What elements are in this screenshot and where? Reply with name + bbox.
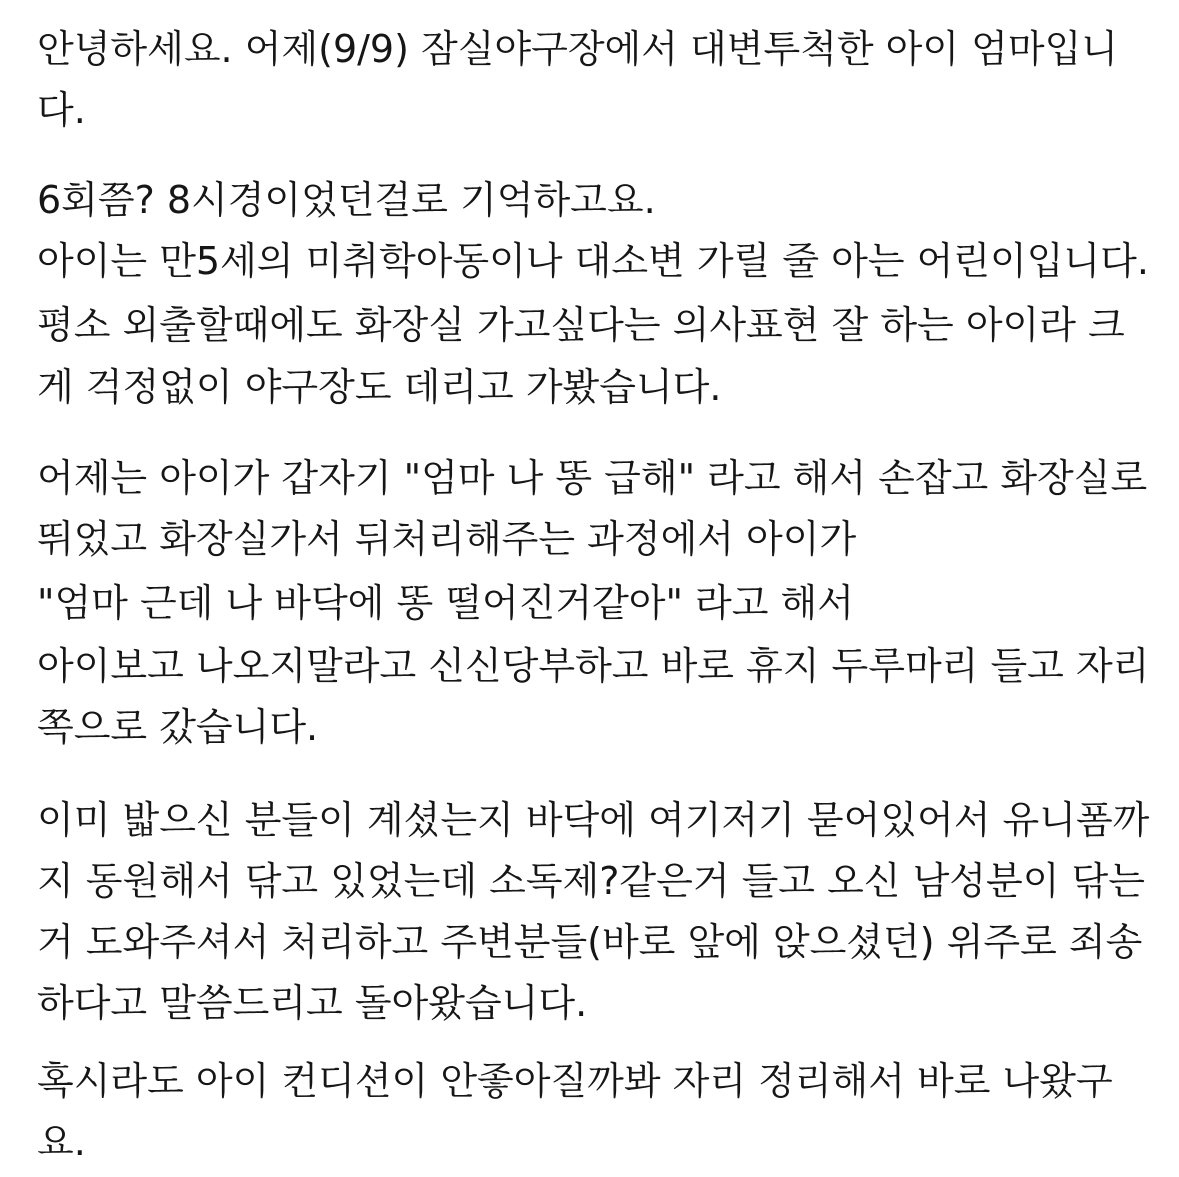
post-text-line: 이미 밟으신 분들이 계셨는지 바닥에 여기저기 묻어있어서 유니폼까	[37, 798, 1150, 842]
post-text-line: 어제는 아이가 갑자기 "엄마 나 똥 급해" 라고 해서 손잡고 화장실로	[37, 456, 1148, 500]
post-text-line: 지 동원해서 닦고 있었는데 소독제?같은거 들고 오신 남성분이 닦는	[37, 859, 1145, 903]
post-text-line: 아이는 만5세의 미취학아동이나 대소변 가릴 줄 아는 어린이입니다.	[37, 239, 1149, 283]
post-text-line: 안녕하세요. 어제(9/9) 잠실야구장에서 대변투척한 아이 엄마입니	[37, 27, 1118, 71]
post-text-line: 요.	[37, 1120, 86, 1164]
post-text-line: "엄마 근데 나 바닥에 똥 떨어진거같아" 라고 해서	[37, 581, 854, 625]
post-text-line: 평소 외출할때에도 화장실 가고싶다는 의사표현 잘 하는 아이라 크	[37, 303, 1125, 347]
post-text-line: 혹시라도 아이 컨디션이 안좋아질까봐 자리 정리해서 바로 나왔구	[37, 1059, 1113, 1103]
post-text-line: 하다고 말씀드리고 돌아왔습니다.	[37, 981, 588, 1025]
post-text-line: 뛰었고 화장실가서 뒤처리해주는 과정에서 아이가	[37, 517, 857, 561]
post-text-line: 6회쯤? 8시경이었던걸로 기억하고요.	[37, 178, 656, 222]
post-text-line: 거 도와주셔서 처리하고 주변분들(바로 앞에 앉으셨던) 위주로 죄송	[37, 920, 1143, 964]
post-text-line: 쪽으로 갔습니다.	[37, 705, 319, 749]
post-text-line: 다.	[37, 88, 86, 132]
post-text-line: 게 걱정없이 야구장도 데리고 가봤습니다.	[37, 365, 722, 409]
post-text-line: 아이보고 나오지말라고 신신당부하고 바로 휴지 두루마리 들고 자리	[37, 644, 1150, 688]
